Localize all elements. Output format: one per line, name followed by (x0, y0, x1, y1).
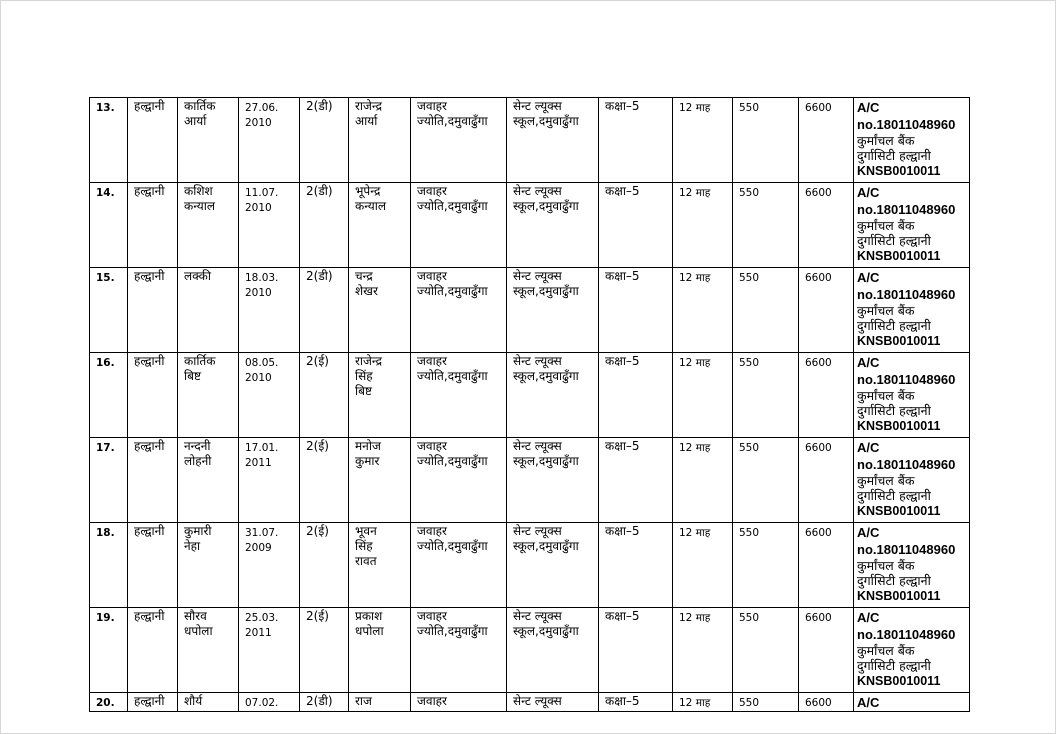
bank-account-cell (854, 353, 970, 438)
parent-name-cell (349, 98, 411, 183)
class-cell: कक्षा–5 (599, 183, 673, 268)
current-school-cell-line: जवाहर (417, 99, 447, 113)
date-of-birth-cell (239, 183, 300, 268)
account-label: A/C (857, 695, 880, 710)
months-cell: 12 माह (673, 183, 733, 268)
table-row (90, 438, 970, 523)
date-of-birth-cell-line: 2010 (245, 202, 272, 214)
total-amount-cell: 6600 (799, 268, 854, 353)
student-name-cell-line: कुमारी (184, 524, 212, 538)
category-cell: 2(ई) (300, 353, 349, 438)
serial-number-cell: 18. (90, 523, 128, 608)
block-cell: हल्द्वानी (128, 98, 178, 183)
parent-name-cell-line: भूपेन्द्र (355, 184, 381, 198)
account-label: A/C (857, 270, 880, 285)
new-school-cell-line: स्कूल,दमुवाढुँगा (513, 114, 579, 128)
table-body (90, 98, 970, 712)
class-cell: कक्षा–5 (599, 523, 673, 608)
student-name-cell-line: कार्तिक (184, 354, 216, 368)
parent-name-cell-line: आर्या (355, 114, 378, 128)
parent-name-cell-line: सिंह (355, 369, 373, 383)
total-amount-cell: 6600 (799, 183, 854, 268)
new-school-cell (507, 353, 599, 438)
date-of-birth-cell-line: 17.01. (245, 442, 279, 454)
block-cell: हल्द्वानी (128, 353, 178, 438)
parent-name-cell-line: कन्याल (355, 199, 386, 213)
bank-branch: दुर्गासिटी हल्द्वानी (857, 148, 931, 163)
date-of-birth-cell (239, 353, 300, 438)
rate-cell: 550 (733, 693, 799, 712)
rate-cell: 550 (733, 98, 799, 183)
parent-name-cell-line: कुमार (355, 454, 380, 468)
new-school-cell-line: सेन्ट ल्यूक्स (513, 694, 562, 708)
new-school-cell-line: सेन्ट ल्यूक्स (513, 524, 562, 538)
new-school-cell-line: सेन्ट ल्यूक्स (513, 184, 562, 198)
current-school-cell-line: जवाहर (417, 524, 447, 538)
block-cell: हल्द्वानी (128, 183, 178, 268)
category-cell: 2(डी) (300, 183, 349, 268)
parent-name-cell-line: राज (355, 694, 372, 708)
date-of-birth-cell-line: 07.02. (245, 697, 279, 709)
date-of-birth-cell-line: 2009 (245, 542, 272, 554)
block-cell: हल्द्वानी (128, 693, 178, 712)
parent-name-cell (349, 693, 411, 712)
date-of-birth-cell (239, 693, 300, 712)
table-row (90, 608, 970, 693)
ifsc-code: KNSB0010011 (857, 164, 941, 178)
block-cell: हल्द्वानी (128, 268, 178, 353)
current-school-cell-line: ज्योति,दमुवाढुँगा (417, 454, 488, 468)
date-of-birth-cell-line: 2011 (245, 627, 272, 639)
serial-number-cell: 17. (90, 438, 128, 523)
parent-name-cell-line: मनोज (355, 439, 381, 453)
student-name-cell-line: शौर्य (184, 694, 203, 708)
student-name-cell (178, 438, 239, 523)
date-of-birth-cell-line: 08.05. (245, 357, 279, 369)
bank-branch: दुर्गासिटी हल्द्वानी (857, 488, 931, 503)
date-of-birth-cell (239, 438, 300, 523)
student-name-cell-line: लक्की (184, 269, 212, 283)
bank-name: कुर्मांचल बैंक (857, 303, 915, 318)
account-number: no.18011048960 (857, 542, 956, 557)
date-of-birth-cell-line: 27.06. (245, 102, 279, 114)
current-school-cell (411, 353, 507, 438)
table-row (90, 353, 970, 438)
current-school-cell-line: ज्योति,दमुवाढुँगा (417, 539, 488, 553)
new-school-cell-line: सेन्ट ल्यूक्स (513, 439, 562, 453)
new-school-cell-line: स्कूल,दमुवाढुँगा (513, 454, 579, 468)
bank-account-cell (854, 523, 970, 608)
parent-name-cell (349, 438, 411, 523)
date-of-birth-cell (239, 268, 300, 353)
current-school-cell-line: ज्योति,दमुवाढुँगा (417, 199, 488, 213)
serial-number-cell: 16. (90, 353, 128, 438)
current-school-cell (411, 523, 507, 608)
bank-branch: दुर्गासिटी हल्द्वानी (857, 233, 931, 248)
account-label: A/C (857, 185, 880, 200)
current-school-cell (411, 693, 507, 712)
parent-name-cell (349, 608, 411, 693)
rate-cell: 550 (733, 438, 799, 523)
table-row (90, 98, 970, 183)
new-school-cell-line: स्कूल,दमुवाढुँगा (513, 284, 579, 298)
date-of-birth-cell-line: 2010 (245, 287, 272, 299)
account-label: A/C (857, 355, 880, 370)
parent-name-cell (349, 353, 411, 438)
student-name-cell-line: बिष्ट (184, 369, 201, 383)
new-school-cell (507, 98, 599, 183)
current-school-cell-line: जवाहर (417, 694, 447, 708)
current-school-cell-line: जवाहर (417, 184, 447, 198)
bank-branch: दुर्गासिटी हल्द्वानी (857, 318, 931, 333)
total-amount-cell: 6600 (799, 438, 854, 523)
months-cell: 12 माह (673, 523, 733, 608)
table-row (90, 268, 970, 353)
account-label: A/C (857, 525, 880, 540)
months-cell: 12 माह (673, 438, 733, 523)
bank-account-cell (854, 693, 970, 712)
total-amount-cell: 6600 (799, 693, 854, 712)
date-of-birth-cell (239, 523, 300, 608)
serial-number-cell: 13. (90, 98, 128, 183)
student-name-cell-line: नन्दनी (184, 439, 211, 453)
current-school-cell (411, 268, 507, 353)
months-cell: 12 माह (673, 608, 733, 693)
bank-account-cell (854, 268, 970, 353)
new-school-cell (507, 183, 599, 268)
bank-name: कुर्मांचल बैंक (857, 473, 915, 488)
bank-branch: दुर्गासिटी हल्द्वानी (857, 573, 931, 588)
parent-name-cell-line: राजेन्द्र (355, 99, 383, 113)
total-amount-cell: 6600 (799, 523, 854, 608)
block-cell: हल्द्वानी (128, 438, 178, 523)
ifsc-code: KNSB0010011 (857, 419, 941, 433)
parent-name-cell (349, 523, 411, 608)
parent-name-cell (349, 268, 411, 353)
date-of-birth-cell-line: 25.03. (245, 612, 279, 624)
student-name-cell-line: लोहनी (184, 454, 212, 468)
months-cell: 12 माह (673, 268, 733, 353)
ifsc-code: KNSB0010011 (857, 334, 941, 348)
bank-account-cell (854, 608, 970, 693)
serial-number-cell: 14. (90, 183, 128, 268)
serial-number-cell: 20. (90, 693, 128, 712)
current-school-cell-line: जवाहर (417, 354, 447, 368)
table-row (90, 183, 970, 268)
current-school-cell-line: ज्योति,दमुवाढुँगा (417, 114, 488, 128)
student-name-cell (178, 268, 239, 353)
student-name-cell-line: कशिश (184, 184, 213, 198)
student-name-cell (178, 353, 239, 438)
serial-number-cell: 19. (90, 608, 128, 693)
ifsc-code: KNSB0010011 (857, 674, 941, 688)
category-cell: 2(डी) (300, 268, 349, 353)
ifsc-code: KNSB0010011 (857, 504, 941, 518)
date-of-birth-cell-line: 31.07. (245, 527, 279, 539)
current-school-cell-line: ज्योति,दमुवाढुँगा (417, 284, 488, 298)
student-name-cell (178, 183, 239, 268)
parent-name-cell-line: रावत (355, 554, 377, 568)
category-cell: 2(डी) (300, 98, 349, 183)
student-name-cell-line: धपोला (184, 624, 213, 638)
rate-cell: 550 (733, 523, 799, 608)
new-school-cell (507, 268, 599, 353)
parent-name-cell-line: प्रकाश (355, 609, 383, 623)
ifsc-code: KNSB0010011 (857, 589, 941, 603)
account-number: no.18011048960 (857, 457, 956, 472)
current-school-cell (411, 98, 507, 183)
new-school-cell-line: सेन्ट ल्यूक्स (513, 354, 562, 368)
bank-name: कुर्मांचल बैंक (857, 388, 915, 403)
new-school-cell-line: स्कूल,दमुवाढुँगा (513, 624, 579, 638)
student-name-cell (178, 98, 239, 183)
current-school-cell-line: ज्योति,दमुवाढुँगा (417, 624, 488, 638)
rate-cell: 550 (733, 183, 799, 268)
rate-cell: 550 (733, 608, 799, 693)
date-of-birth-cell-line: 2010 (245, 117, 272, 129)
parent-name-cell-line: बिष्ट (355, 384, 372, 398)
table-row (90, 523, 970, 608)
account-label: A/C (857, 610, 880, 625)
student-records-table (89, 97, 970, 712)
category-cell: 2(ई) (300, 438, 349, 523)
parent-name-cell (349, 183, 411, 268)
date-of-birth-cell (239, 98, 300, 183)
student-name-cell-line: कन्याल (184, 199, 215, 213)
new-school-cell-line: सेन्ट ल्यूक्स (513, 269, 562, 283)
class-cell: कक्षा–5 (599, 608, 673, 693)
bank-account-cell (854, 183, 970, 268)
student-name-cell (178, 693, 239, 712)
date-of-birth-cell-line: 2010 (245, 372, 272, 384)
total-amount-cell: 6600 (799, 608, 854, 693)
category-cell: 2(डी) (300, 693, 349, 712)
months-cell: 12 माह (673, 98, 733, 183)
new-school-cell-line: सेन्ट ल्यूक्स (513, 609, 562, 623)
bank-name: कुर्मांचल बैंक (857, 643, 915, 658)
current-school-cell-line: जवाहर (417, 609, 447, 623)
rate-cell: 550 (733, 353, 799, 438)
parent-name-cell-line: राजेन्द्र (355, 354, 383, 368)
current-school-cell (411, 608, 507, 693)
student-name-cell (178, 523, 239, 608)
new-school-cell-line: स्कूल,दमुवाढुँगा (513, 369, 579, 383)
rate-cell: 550 (733, 268, 799, 353)
current-school-cell-line: जवाहर (417, 269, 447, 283)
bank-branch: दुर्गासिटी हल्द्वानी (857, 403, 931, 418)
class-cell: कक्षा–5 (599, 438, 673, 523)
total-amount-cell: 6600 (799, 98, 854, 183)
student-name-cell (178, 608, 239, 693)
parent-name-cell-line: धपोला (355, 624, 384, 638)
parent-name-cell-line: भूवन (355, 524, 377, 538)
current-school-cell (411, 183, 507, 268)
date-of-birth-cell-line: 18.03. (245, 272, 279, 284)
date-of-birth-cell (239, 608, 300, 693)
account-number: no.18011048960 (857, 372, 956, 387)
date-of-birth-cell-line: 2011 (245, 457, 272, 469)
new-school-cell (507, 438, 599, 523)
new-school-cell (507, 608, 599, 693)
account-number: no.18011048960 (857, 627, 956, 642)
student-name-cell-line: नेहा (184, 539, 201, 553)
new-school-cell-line: स्कूल,दमुवाढुँगा (513, 539, 579, 553)
class-cell: कक्षा–5 (599, 268, 673, 353)
bank-branch: दुर्गासिटी हल्द्वानी (857, 658, 931, 673)
class-cell: कक्षा–5 (599, 353, 673, 438)
block-cell: हल्द्वानी (128, 608, 178, 693)
account-label: A/C (857, 100, 880, 115)
current-school-cell (411, 438, 507, 523)
new-school-cell-line: स्कूल,दमुवाढुँगा (513, 199, 579, 213)
months-cell: 12 माह (673, 353, 733, 438)
category-cell: 2(ई) (300, 608, 349, 693)
serial-number-cell: 15. (90, 268, 128, 353)
class-cell: कक्षा–5 (599, 693, 673, 712)
class-cell: कक्षा–5 (599, 98, 673, 183)
student-name-cell-line: कार्तिक (184, 99, 216, 113)
category-cell: 2(ई) (300, 523, 349, 608)
account-number: no.18011048960 (857, 287, 956, 302)
student-name-cell-line: आर्या (184, 114, 207, 128)
new-school-cell (507, 693, 599, 712)
block-cell: हल्द्वानी (128, 523, 178, 608)
student-name-cell-line: सौरव (184, 609, 207, 623)
parent-name-cell-line: सिंह (355, 539, 373, 553)
account-label: A/C (857, 440, 880, 455)
bank-name: कुर्मांचल बैंक (857, 558, 915, 573)
parent-name-cell-line: चन्द्र (355, 269, 373, 283)
current-school-cell-line: जवाहर (417, 439, 447, 453)
account-number: no.18011048960 (857, 117, 956, 132)
bank-name: कुर्मांचल बैंक (857, 218, 915, 233)
months-cell: 12 माह (673, 693, 733, 712)
new-school-cell (507, 523, 599, 608)
ifsc-code: KNSB0010011 (857, 249, 941, 263)
bank-account-cell (854, 438, 970, 523)
bank-account-cell (854, 98, 970, 183)
current-school-cell-line: ज्योति,दमुवाढुँगा (417, 369, 488, 383)
date-of-birth-cell-line: 11.07. (245, 187, 279, 199)
account-number: no.18011048960 (857, 202, 956, 217)
new-school-cell-line: सेन्ट ल्यूक्स (513, 99, 562, 113)
table-row (90, 693, 970, 712)
total-amount-cell: 6600 (799, 353, 854, 438)
parent-name-cell-line: शेखर (355, 284, 378, 298)
bank-name: कुर्मांचल बैंक (857, 133, 915, 148)
